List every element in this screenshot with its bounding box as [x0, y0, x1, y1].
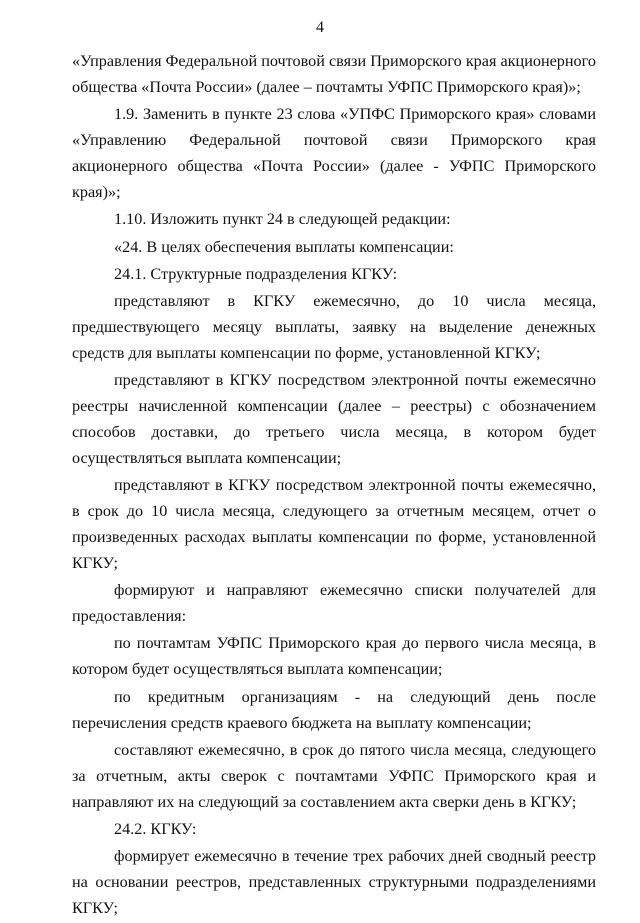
paragraph-recipient-lists: формируют и направляют ежемесячно списки получателей для предоставления: [72, 581, 596, 626]
paragraph-post-offices: по почтамтам УФПС Приморского края до первого числа месяца, в котором будет осуществляться выплата компенсации; [72, 634, 596, 679]
paragraph-registers-submission: представляют в КГКУ посредством электронной почты ежемесячно реестры начисленной компенсации (далее – реестры) с обозначением способов доставки, до третьего числа месяца, в котором будет осуществляться выплата компенсации; [72, 371, 596, 467]
paragraph-consolidated-register: формирует ежемесячно в течение трех рабочих дней сводный реестр на основании реестров, представленных структурными подразделениями КГКУ; [72, 847, 596, 918]
page-number: 4 [316, 19, 324, 36]
paragraph-item-24: «24. В целях обеспечения выплаты компенсации: [114, 237, 454, 256]
document-body [72, 49, 596, 923]
paragraph-request-submission: представляют в КГКУ ежемесячно, до 10 числа месяца, предшествующего месяцу выплаты, заявку на выделение денежных средств для выплаты компенсации по форме, установленной КГКУ; [72, 292, 596, 362]
paragraph-expense-report: представляют в КГКУ посредством электронной почты ежемесячно, в срок до 10 числа месяца, следующего за отчетным месяцем, отчет о произведенных расходах выплаты компенсации по форме, установленной КГКУ; [72, 476, 596, 572]
paragraph-reconciliation-acts: составляют ежемесячно, в срок до пятого числа месяца, следующего за отчетным, акты сверок с почтамтами УФПС Приморского края и направляют их на следующий за составлением акта сверки день в КГКУ; [72, 740, 596, 811]
paragraph-item-24-2: 24.2. КГКУ: [114, 819, 197, 838]
paragraph-item-1-9: 1.9. Заменить в пункте 23 слова «УПФС Приморского края» словами «Управлению Федеральной почтовой связи Приморского края акционерного общества «Почта России» (далее - УФПС Приморского края)»; [72, 105, 596, 201]
paragraph-credit-organizations: по кредитным организациям - на следующий день после перечисления средств краевого бюджета на выплату компенсации; [72, 687, 596, 732]
paragraph-continuation: «Управления Федеральной почтовой связи Приморского края акционерного общества «Почта России» (далее – почтамты УФПС Приморского края)»; [72, 52, 596, 96]
paragraph-item-1-10: 1.10. Изложить пункт 24 в следующей редакции: [114, 210, 451, 229]
paragraph-item-24-1: 24.1. Структурные подразделения КГКУ: [114, 264, 398, 283]
